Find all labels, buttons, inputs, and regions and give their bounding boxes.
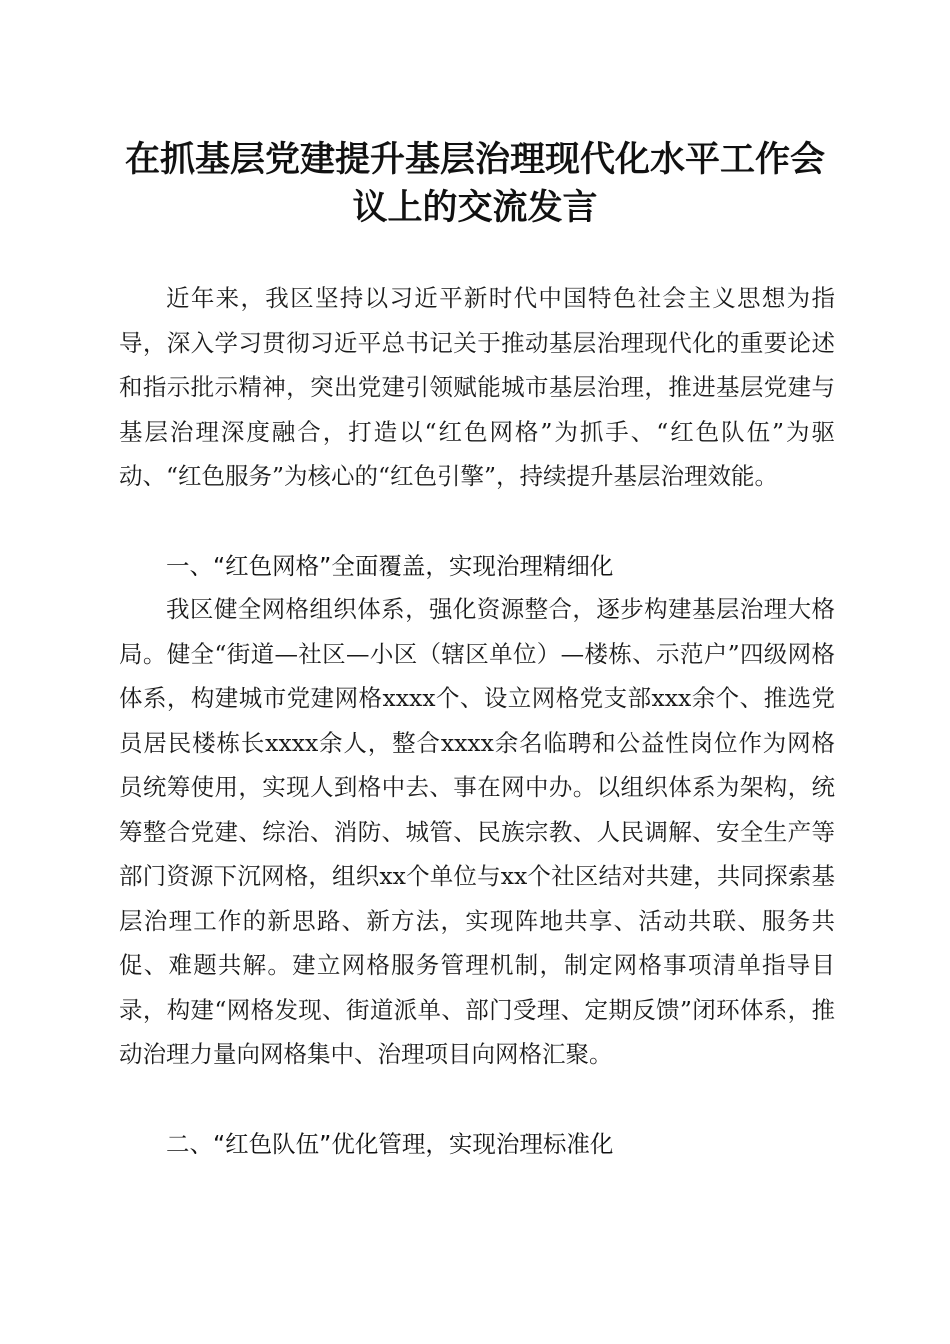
intro-paragraph: 近年来，我区坚持以习近平新时代中国特色社会主义思想为指导，深入学习贯彻习近平总书记关于推动基层治理现代化的重要论述和指示批示精神，突出党建引领赋能城市基层治理，推进基层党建与基层治理深度融合，打造以“红色网格”为抓手、“红色队伍”为驱动、“红色服务”为核心的“红色引擎”，持续提升基层治理效能。 bbox=[119, 284, 835, 490]
section-heading-2: 二、“红色队伍”优化管理，实现治理标准化 bbox=[166, 1130, 614, 1158]
section-1-paragraph: 我区健全网格组织体系，强化资源整合，逐步构建基层治理大格局。健全“街道—社区—小区（辖区单位）—楼栋、示范户”四级网格体系，构建城市党建网格xxxx个、设立网格党支部xxx余个、推选党员居民楼栋长xxxx余人，整合xxxx余名临聘和公益性岗位作为网格员统筹使用，实现人到格中去、事在网中办。以组织体系为架构，统筹整合党建、综治、消防、城管、民族宗教、人民调解、安全生产等部门资源下沉网格，组织xx个单位与xx个社区结对共建，共同探索基层治理工作的新思路、新方法，实现阵地共享、活动共联、服务共促、难题共解。建立网格服务管理机制，制定网格事项清单指导目录，构建“网格发现、街道派单、部门受理、定期反馈”闭环体系，推动治理力量向网格集中、治理项目向网格汇聚。 bbox=[119, 595, 835, 1068]
section-heading-1: 一、“红色网格”全面覆盖，实现治理精细化 bbox=[166, 552, 614, 580]
document-title: 在抓基层党建提升基层治理现代化水平工作会议上的交流发言 bbox=[124, 139, 825, 228]
